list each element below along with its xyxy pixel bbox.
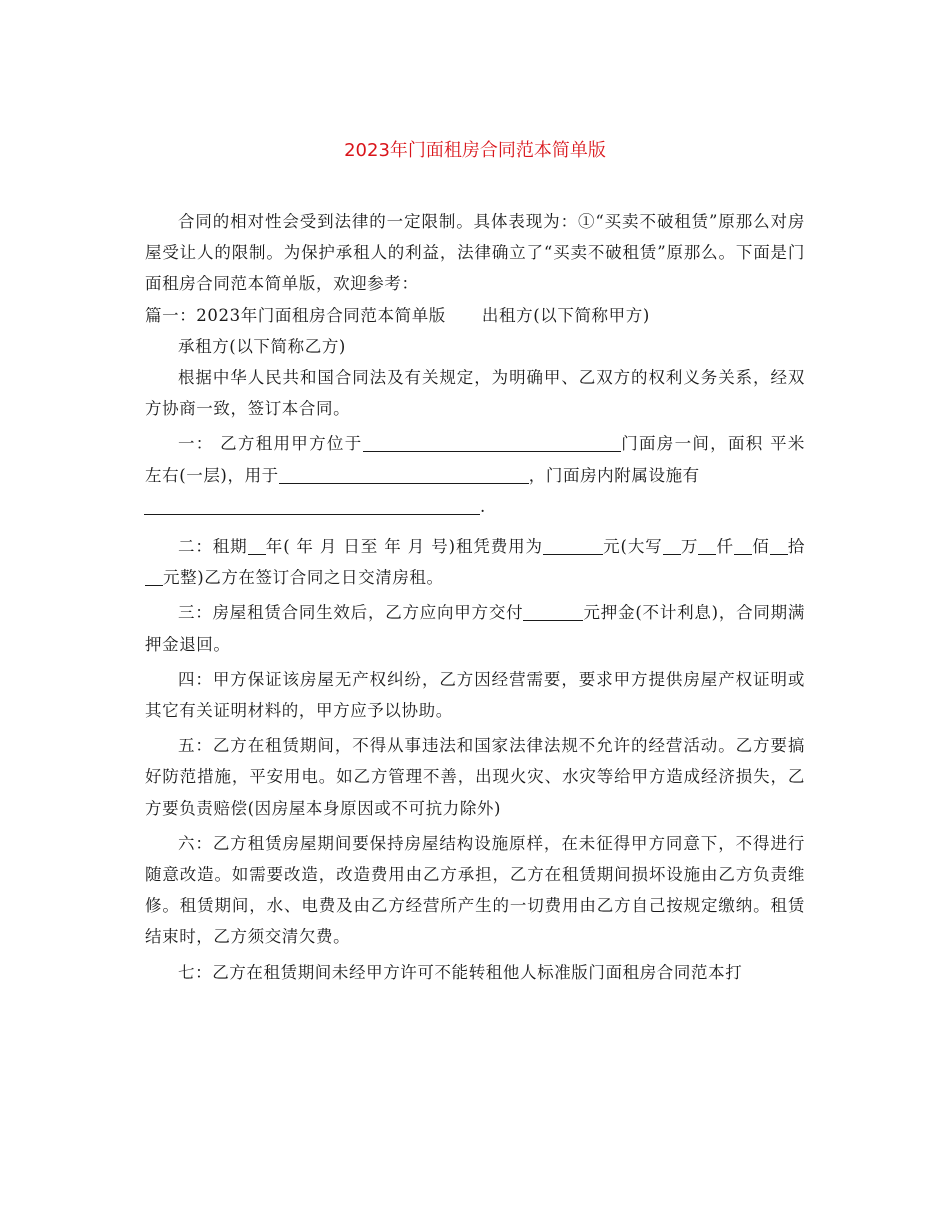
deposit-blank[interactable] bbox=[523, 604, 583, 622]
clause-5: 五：乙方在租赁期间，不得从事违法和国家法律法规不允许的经营活动。乙方要搞好防范措施，平安用电。如乙方管理不善，出现火灾、水灾等给甲方造成经济损失，乙方要负责赔偿(因房屋本身原因或不可抗力除外) bbox=[145, 736, 805, 818]
document-title: 2023年门面租房合同范本简单版 bbox=[344, 140, 606, 161]
clause-2-text-b: 年( 年 月 日至 年 月 号)租凭费用为 bbox=[265, 537, 543, 557]
ten-thousands-blank[interactable] bbox=[663, 538, 681, 556]
preamble-paragraph: 根据中华人民共和国合同法及有关规定，为明确甲、乙双方的权利义务关系，经双方协商一致，签订本合同。 bbox=[145, 368, 805, 419]
clause-1-text-d: . bbox=[480, 496, 486, 516]
lessor-label: 出租方(以下简称甲方) bbox=[481, 305, 650, 325]
hundreds-blank[interactable] bbox=[734, 538, 752, 556]
document-body bbox=[145, 206, 805, 988]
facilities-blank[interactable] bbox=[144, 497, 480, 515]
clause-2-text-h: 元整)乙方在签订合同之日交清房租。 bbox=[163, 568, 444, 588]
clause-2-text-c: 元(大写 bbox=[602, 537, 663, 557]
term-years-blank[interactable] bbox=[248, 538, 266, 556]
clause-2-text-d: 万 bbox=[680, 537, 699, 557]
clause-2-text-e: 仟 bbox=[716, 537, 734, 557]
lessee-label: 承租方(以下简称乙方) bbox=[178, 336, 346, 356]
clause-7: 七：乙方在租赁期间未经甲方许可不能转租他人标准版门面租房合同范本打 bbox=[178, 962, 743, 982]
clause-1-text-a: 一： 乙方租用甲方位于 bbox=[178, 434, 363, 454]
usage-blank[interactable] bbox=[279, 466, 529, 484]
clause-1 bbox=[145, 428, 805, 522]
clause-2-text-a: 二：租期 bbox=[178, 537, 248, 557]
clause-2-text-g: 拾 bbox=[787, 537, 806, 557]
clause-2 bbox=[145, 531, 805, 593]
clause-6: 六：乙方租赁房屋期间要保持房屋结构设施原样，在未征得甲方同意下，不得进行随意改造。如需要改造，改造费用由乙方承担，乙方在租赁期间损坏设施由乙方负责维修。租赁期间，水、电费及由乙方经营所产生的一切费用由乙方自己按规定缴纳。租赁结束时，乙方须交清欠费。 bbox=[145, 833, 805, 947]
units-blank[interactable] bbox=[145, 569, 163, 587]
clause-3-text-a: 三：房屋租赁合同生效后，乙方应向甲方交付 bbox=[178, 603, 524, 623]
location-blank[interactable] bbox=[363, 435, 621, 453]
clause-3-text-b: 元押金(不计利息)，合同期满押金退回。 bbox=[145, 603, 806, 654]
section-heading: 篇一：2023年门面租房合同范本简单版 bbox=[145, 305, 446, 325]
clause-4: 四：甲方保证该房屋无产权纠纷，乙方因经营需要，要求甲方提供房屋产权证明或其它有关证明材料的，甲方应予以协助。 bbox=[145, 669, 805, 721]
clause-1-text-c: ，门面房内附属设施有 bbox=[528, 465, 700, 485]
intro-paragraph: 合同的相对性会受到法律的一定限制。具体表现为：①“买卖不破租赁”原那么对房屋受让人的限制。为保护承租人的利益，法律确立了“买卖不破租赁”原那么。下面是门面租房合同范本简单版，欢迎参考： bbox=[145, 212, 805, 294]
rent-amount-blank[interactable] bbox=[543, 538, 603, 556]
clause-3 bbox=[145, 597, 805, 659]
section-heading-line bbox=[145, 300, 805, 331]
clause-1-text-b: 门面房一间，面积 平米左右(一层)，用于 bbox=[145, 434, 805, 485]
thousands-blank[interactable] bbox=[698, 538, 716, 556]
clause-2-text-f: 佰 bbox=[751, 537, 770, 557]
tens-blank[interactable] bbox=[770, 538, 788, 556]
